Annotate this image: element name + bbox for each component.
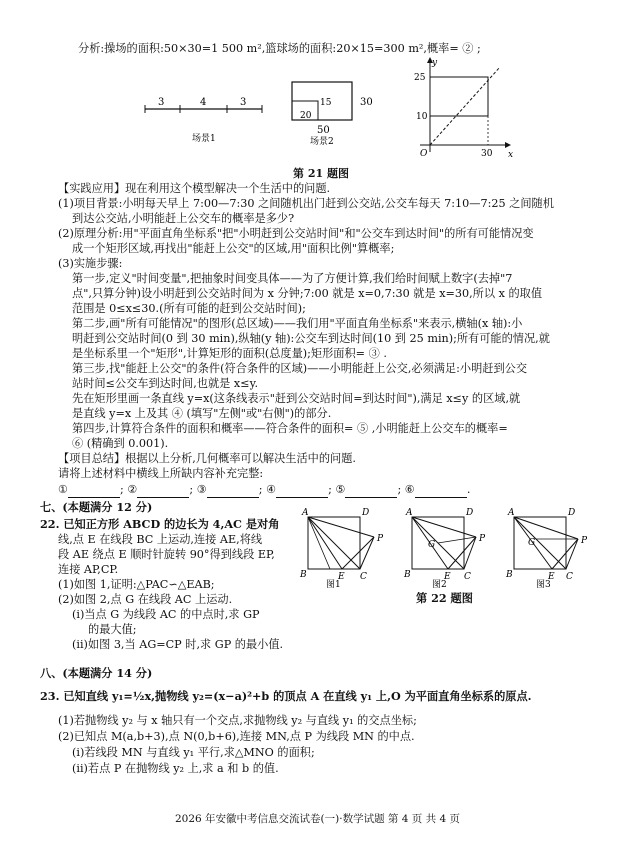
scene2-outer-w: 50 (317, 125, 330, 136)
practice-line: 第一步,定义"时间变量",把抽象时间变具体——为了方便计算,我们给时间赋上数字(去掉"7 (72, 272, 513, 285)
practice-line: 范围是 0≤x≤30.(所有可能的赶到公交站时间); (72, 302, 306, 315)
q22-line: (1)如图 1,证明:△PAC∽△EAB; (58, 578, 215, 591)
practice-line: 明赶到公交站时间(0 到 30 min),纵轴(y 轴):公交车到达时间(10 到 25 min);所有可能的情况,就 (72, 332, 550, 345)
practice-line: 先在矩形里画一条直线 y=x(这条线表示"赶到公交站时间=到达时间"),满足 x≤y 的区域,就 (72, 392, 521, 405)
fig22-label-A: A (302, 508, 309, 518)
answer-blank[interactable] (415, 482, 467, 498)
fig22-label-E: E (444, 572, 451, 582)
project-summary: 【项目总结】根据以上分析,几何概率可以解决生活中的问题. (58, 452, 356, 465)
graph-x-label: x (508, 150, 514, 160)
figure-22-panel-1 (308, 517, 374, 569)
scene2-caption: 场景2 (310, 137, 334, 147)
fig22-label-P: P (479, 534, 486, 544)
practice-line: ⑥ (精确到 0.001). (72, 437, 169, 450)
q23-line: (2)已知点 M(a,b+3),点 N(0,b+6),连接 MN,点 P 为线段 MN 的中点. (58, 730, 415, 743)
answer-blank[interactable] (68, 482, 120, 498)
fig22-label-D: D (466, 508, 474, 518)
fill-prompt: 请将上述材料中横线上所缺内容补充完整: (58, 467, 264, 480)
q22-line: (ii)如图 3,当 AG=CP 时,求 GP 的最小值. (72, 638, 284, 651)
section8-heading: 八、(本题满分 14 分) (40, 666, 153, 680)
scene1-seg-label: 3 (158, 97, 165, 108)
blank-label: ④ (266, 483, 277, 496)
fig22-label-P: P (581, 536, 588, 546)
graph-y-tick: 10 (416, 112, 428, 122)
scene2-inner-h: 15 (320, 98, 332, 108)
fig22-label-P: P (377, 534, 384, 544)
scene1-seg-label: 3 (240, 97, 247, 108)
practice-line: 到达公交站,小明能赶上公交车的概率是多少? (72, 212, 295, 225)
practice-line: 第四步,计算符合条件的面积和概率——符合条件的面积= ⑤ ,小明能赶上公交车的概率= (72, 422, 508, 435)
q22-line: 连接 AP,CP. (58, 563, 119, 576)
page-footer: 2026 年安徽中考信息交流试卷(一)·数学试题 第 4 页 共 4 页 (175, 813, 460, 825)
fig22-caption-2: 图2 (432, 580, 447, 590)
graph-rect (430, 77, 488, 116)
graph-x-tick: 30 (481, 149, 493, 159)
q23-line: (1)若抛物线 y₂ 与 x 轴只有一个交点,求抛物线 y₂ 与直线 y₁ 的交点坐标; (58, 714, 417, 727)
fig22-label-A: A (406, 508, 413, 518)
practice-line: 是坐标系里一个"矩形",计算矩形的面积(总度量);矩形面积= ③ . (72, 347, 387, 360)
practice-line: (1)项目背景:小明每天早上 7:00—7:30 之间随机出门赶到公交站,公交车每天 7:10—7:25 之间随机 (58, 197, 554, 210)
fig22-label-A: A (508, 508, 515, 518)
fig22-label-G: G (428, 540, 436, 550)
scene2-inner-w: 20 (300, 111, 312, 121)
figure-22-panel-2 (412, 517, 476, 569)
practice-heading: 【实践应用】现在利用这个模型解决一个生活中的问题. (58, 182, 331, 195)
figure-22-panel-3 (514, 517, 578, 569)
q23-line: (i)若线段 MN 与直线 y₁ 平行,求△MNO 的面积; (72, 746, 315, 759)
fig22-label-G: G (528, 538, 536, 548)
figure-21-title: 第 21 题图 (293, 167, 349, 180)
q22-line: 线,点 E 在线段 BC 上运动,连接 AE,将线 (58, 533, 263, 546)
q22-line: (i)当点 G 为线段 AC 的中点时,求 GP (72, 608, 260, 621)
answer-blank[interactable] (207, 482, 259, 498)
q22-line: 段 AE 绕点 E 顺时针旋转 90°得到线段 EP, (58, 548, 275, 561)
fig22-label-B: B (300, 570, 307, 580)
fig22-label-E: E (548, 572, 555, 582)
fig22-label-D: D (568, 508, 576, 518)
section7-heading: 七、(本题满分 12 分) (40, 500, 153, 514)
fig22-label-B: B (404, 570, 411, 580)
figure-22-title: 第 22 题图 (416, 591, 473, 605)
fig22-label-C: C (360, 572, 367, 582)
practice-line: 成一个矩形区域,再找出"能赶上公交"的区域,用"面积比例"算概率; (72, 242, 395, 255)
practice-line: 是直线 y=x 上及其 ④ (填写"左侧"或"右侧")的部分. (72, 407, 332, 420)
q22-line: 22. 已知正方形 ABCD 的边长为 4,AC 是对角 (40, 517, 280, 531)
graph-y-tick: 25 (414, 73, 426, 83)
q23-line: (ii)若点 P 在抛物线 y₂ 上,求 a 和 b 的值. (72, 762, 279, 775)
blank-label: ① (58, 483, 69, 496)
blank-label: ⑥ (404, 483, 415, 496)
answer-blanks-row: ① ; ② ; ③ ; ④ ; ⑤ ; ⑥ . (58, 483, 471, 496)
graph-y-label: y (432, 58, 438, 68)
practice-line: (3)实施步骤: (58, 257, 123, 270)
scene2-outer-h: 30 (360, 97, 373, 108)
blank-label: ⑤ (335, 483, 346, 496)
scene1-caption: 场景1 (192, 134, 216, 144)
blank-label: ② (127, 483, 138, 496)
graph-diagonal-line (430, 67, 500, 145)
q23-line: 23. 已知直线 y₁=½x,抛物线 y₂=(x−a)²+b 的顶点 A 在直线 y₁ 上,O 为平面直角坐标系的原点. (40, 689, 532, 703)
practice-line: 点",只算分钟)设小明赶到公交站时间为 x 分钟;7:00 就是 x=0,7:30 就是 x=30,所以 x 的取值 (72, 287, 543, 300)
practice-line: (2)原理分析:用"平面直角坐标系"把"小明赶到公交站时间"和"公交车到达时间"的所有可能情况变 (58, 227, 534, 240)
analysis-line: 分析:操场的面积:50×30=1 500 m²,篮球场的面积:20×15=300 m²,概率= ② ; (78, 42, 481, 55)
answer-blank[interactable] (137, 482, 189, 498)
scene1-seg-label: 4 (200, 97, 207, 108)
practice-line: 站时间≤公交车到达时间,也就是 x≤y. (72, 377, 258, 390)
fig22-caption-1: 图1 (326, 580, 341, 590)
fig22-label-D: D (362, 508, 370, 518)
practice-line: 第三步,找"能赶上公交"的条件(符合条件的区域)——小明能赶上公交,必须满足:小明赶到公交 (72, 362, 528, 375)
fig22-label-C: C (566, 572, 573, 582)
answer-blank[interactable] (276, 482, 328, 498)
graph-x-arrow (505, 142, 511, 148)
q22-line: (2)如图 2,点 G 在线段 AC 上运动. (58, 593, 233, 606)
fig22-label-B: B (506, 570, 513, 580)
blank-label: ③ (196, 483, 207, 496)
q22-line: 的最大值; (88, 623, 137, 636)
fig22-label-E: E (338, 572, 345, 582)
answer-blank[interactable] (345, 482, 397, 498)
practice-line: 第二步,画"所有可能情况"的图形(总区域)——我们用"平面直角坐标系"来表示,横轴(x 轴):小 (72, 317, 523, 330)
fig22-caption-3: 图3 (536, 580, 551, 590)
graph-origin-label: O (420, 149, 428, 159)
fig22-label-C: C (464, 572, 471, 582)
